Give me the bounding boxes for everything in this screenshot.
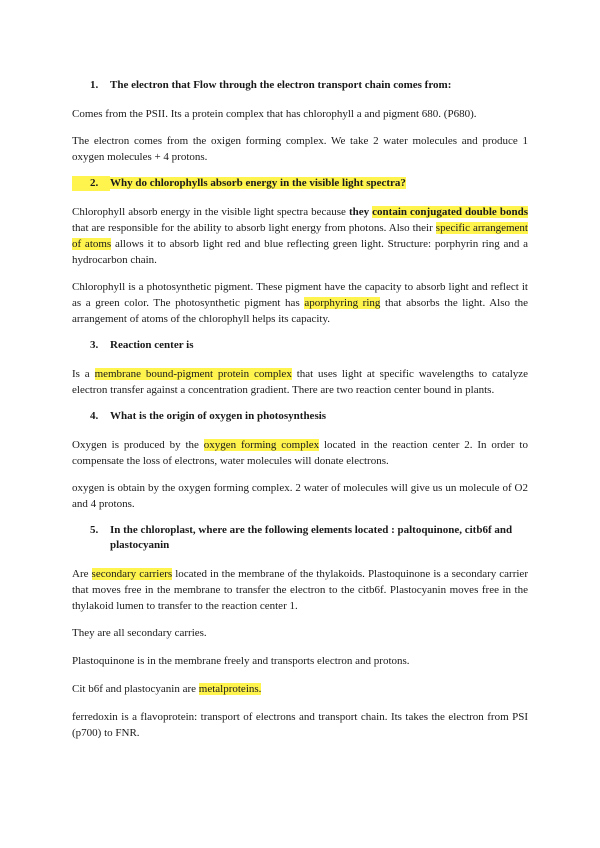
text-run: that uses light at specific wavelengths to catalyze electron transfer against a concentration gradient. There are two reaction center bound in plants. [72,368,529,396]
text-run: that absorbs the light. Also the arrangement of atoms of the chlorophyll helps its capacity. [72,297,529,325]
question-number: 1. [90,79,99,91]
highlighted-text: specific arrangement of atoms [72,222,528,250]
answer-2-paragraph-1 [72,204,528,268]
question-title: Why do chlorophylls absorb energy in the visible light spectra? [110,177,406,189]
highlighted-text: membrane bound-pigment protein complex [94,368,292,380]
answer-4-paragraph-2: oxygen is obtain by the oxygen forming complex. 2 water of molecules will give us un molecule of O2 and 4 protons. [72,482,528,510]
answer-2-paragraph-2 [72,279,528,327]
answer-4-paragraph-1 [72,437,528,469]
question-1-heading [72,78,528,93]
question-number: 3. [90,339,99,351]
answer-1-paragraph-1: Comes from the PSII. Its a protein complex that has chlorophyll a and pigment 680. (P680). [72,108,477,120]
answer-5-paragraph-4 [72,681,528,697]
question-title: What is the origin of oxygen in photosynthesis [110,410,327,422]
text-run: Chlorophyll absorb energy in the visible light spectra because [72,206,349,218]
answer-5-paragraph-3: Plastoquinone is in the membrane freely and transports electron and protons. [72,655,410,667]
text-run: Chlorophyll is a photosynthetic pigment. These pigment have the capacity to absorb light and reflect it as a green color. The photosynthetic pigment has [72,281,528,309]
document-body [72,78,528,752]
question-number: 2. [72,176,110,191]
highlighted-text: oxygen forming complex [203,439,320,451]
highlighted-text: aporphyring ring [304,297,381,309]
highlighted-text: secondary carriers [91,568,173,580]
answer-1-paragraph-2: The electron comes from the oxigen forming complex. We take 2 water molecules and produce 1 oxygen molecules + 4 protons. [72,135,528,163]
text-run: located in the reaction center 2. In order to compensate the loss of electrons, water molecules will donate electrons. [72,439,528,467]
question-number: 5. [90,524,99,536]
bold-text: they [348,206,373,218]
question-number: 4. [90,410,99,422]
question-5-heading [72,523,528,553]
question-title: In the chloroplast, where are the following elements located : paltoquinone, citb6f and plastocyanin [110,524,513,551]
question-2-heading [72,176,528,191]
highlighted-text: metalproteins. [198,683,262,695]
question-4-heading [72,409,528,424]
text-run: Is a [72,368,95,380]
question-title: The electron that Flow through the electron transport chain comes from: [110,79,452,91]
question-3-heading [72,338,528,353]
text-run: allows it to absorb light red and blue reflecting green light. Structure: porphyrin ring and a hydrocarbon chain. [72,238,528,266]
answer-3-paragraph-1 [72,366,528,398]
question-title: Reaction center is [110,339,194,351]
text-run: Oxygen is produced by the [72,439,204,451]
highlighted-bold-text: contain conjugated double bonds [372,206,528,218]
text-run: located in the membrane of the thylakoids. Plastoquinone is a secondary carrier that moves free in the membrane to transfer the electron to the citb6f. Plastocyanin moves free in the thylakoid lumen to transfer to the reaction center 1. [72,568,528,612]
text-run: Cit b6f and plastocyanin are [72,683,199,695]
answer-5-paragraph-1 [72,566,528,614]
answer-5-paragraph-5: ferredoxin is a flavoprotein: transport of electrons and transport chain. Its takes the electron from PSI (p700) to FNR. [72,711,528,739]
text-run: Are [72,568,92,580]
answer-5-paragraph-2: They are all secondary carries. [72,627,207,639]
text-run: that are responsible for the ability to absorb light energy from photons. Also their [72,222,436,234]
